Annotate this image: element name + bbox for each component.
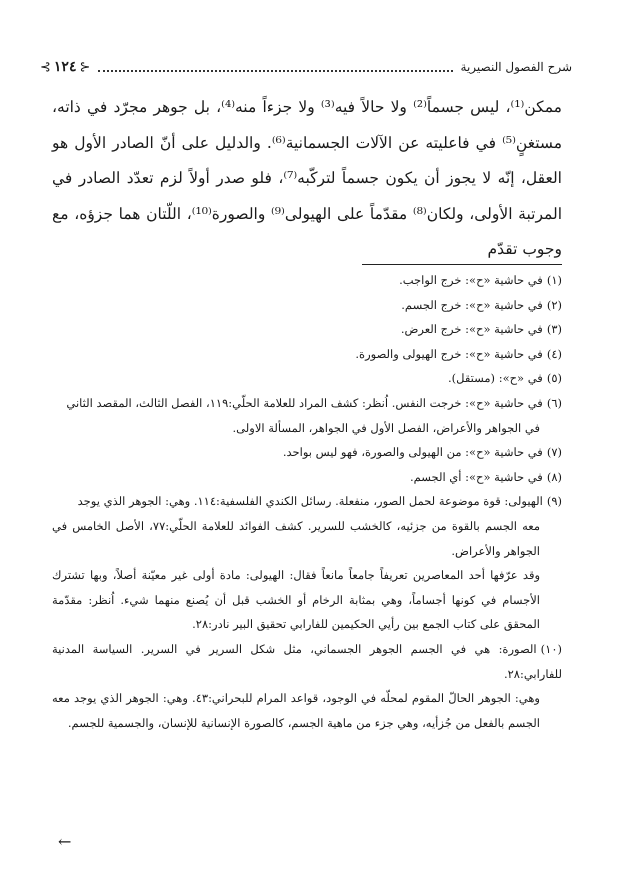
footnote-10: (١٠)الصورة: هي في الجسم الجوهر الجسماني، مثل شكل السرير في السرير. السياسة المدنية للفارابي:٢٨. وهي: الجوهر الحالّ المقوم لمحلّه في الوجود، قواعد المرام للبحراني:٤٣. وهي: الجوهر الذي يوجد معه الجسم بالفعل من جُزأيه، وهي جزء من ماهية الجسم، كالصورة الإنسانية للإنسان، والجسمية للجسم. — [52, 641, 562, 730]
footnote-2: (٢)في حاشية «ح»: خرج الجسم. — [401, 297, 562, 312]
book-title: شرح الفصول النصيرية — [460, 60, 572, 74]
main-text — [52, 90, 562, 268]
footnote-7: (٧)في حاشية «ح»: من الهيولى والصورة، فهو ليس بواحد. — [282, 445, 562, 460]
footnote-8: (٨)في حاشية «ح»: أي الجسم. — [409, 469, 562, 484]
header-dotted-leader — [98, 69, 452, 72]
ornament-right-icon: ⊱ — [79, 59, 91, 75]
main-paragraph: ممكن⁽¹⁾، ليس جسماً⁽²⁾ ولا حالاً فيه⁽³⁾ ولا جزءاً منه⁽⁴⁾، بل جوهر مجرّد في ذاته، مستغنٍ⁽⁵⁾ في فاعليته عن الآلات الجسمانية⁽⁶⁾. والدليل على أنّ الصادر الأول هو العقل، إنّه لا يجوز أن يكون جسماً لتركّبه⁽⁷⁾، فلو صدر أولاً لزم تعدّد الصادر في المرتبة الأولى، ولكان⁽⁸⁾ مقدّماً على الهيولى⁽⁹⁾ والصورة⁽¹⁰⁾، اللّتان هما جزؤه، مع وجوب تقدّم — [52, 98, 563, 258]
footnote-9: (٩)الهيولى: قوة موضوعة لحمل الصور، منفعلة. رسائل الكندي الفلسفية:١١٤. وهي: الجوهر الذي يوجد معه الجسم بالقوة من جزئيه، كالخشب للسرير. كشف الفوائد للعلامة الحلّي:٧٧، الأصل الخامس في الجواهر والأعراض. — [52, 494, 562, 558]
page-number: ١٢٤ — [53, 59, 77, 75]
ornament-left-icon: ⊰ — [40, 59, 51, 75]
footnotes — [52, 268, 562, 735]
footnote-1: (١)في حاشية «ح»: خرج الواجب. — [399, 273, 562, 287]
footnote-6: (٦)في حاشية «ح»: خرجت النفس. اُنظر: كشف المراد للعلامة الحلّي:١١٩، الفصل الثالث، المقصد الثاني في الجواهر والأعراض، الفصل الأول في الجواهر، المسألة الاولى. — [66, 395, 562, 435]
footnote-4: (٤)في حاشية «ح»: خرج الهيولى والصورة. — [355, 346, 562, 361]
continuation-arrow-icon: ← — [58, 832, 72, 851]
running-header — [40, 56, 572, 78]
footnote-9-continued: وقد عرّفها أحد المعاصرين تعريفاً جامعاً مانعاً فقال: الهيولى: مادة أولى غير معيّنة أصلاً، وبها تشترك الأجسام في كونها أجساماً، وهي بمثابة الرخام أو الخشب قبل أن يُصنع منهما شيء. اُنظر: مقدّمة المحقق على كتاب الجمع بين رأيي الحكيمين للفارابي تحقيق البير نادر:٢٨. — [52, 568, 540, 632]
page-number-block — [40, 59, 90, 75]
footnote-5: (٥)في «ح»: (مستقل). — [448, 371, 562, 386]
footnote-separator — [362, 264, 562, 265]
footnote-3: (٣)في حاشية «ح»: خرج العرض. — [400, 322, 562, 337]
